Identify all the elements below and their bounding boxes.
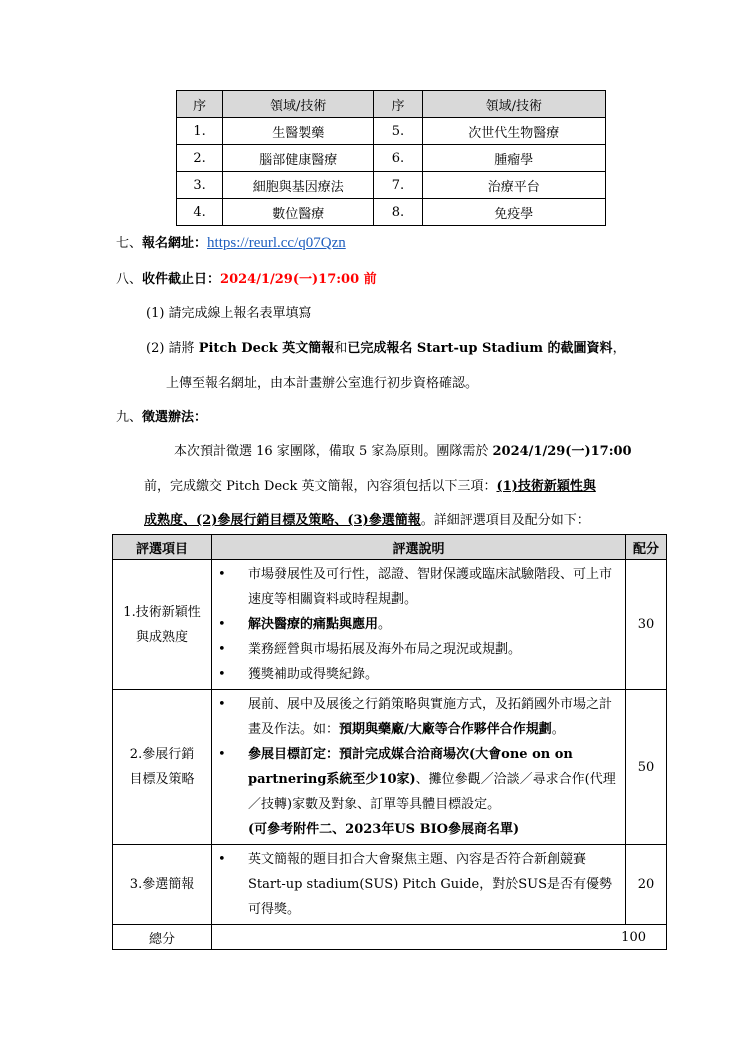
header-cell: 序 bbox=[374, 91, 422, 118]
table-row bbox=[113, 560, 667, 690]
table-cell: 次世代生物醫療 bbox=[422, 118, 605, 145]
scoring-table bbox=[112, 534, 667, 950]
selection-paragraph-line-2: 前，完成繳交 Pitch Deck 英文簡報，內容須包括以下三項：(1)技術新穎性與 bbox=[144, 479, 596, 494]
criteria-item: 1.技術新穎性 與成熟度 bbox=[113, 560, 212, 690]
table-cell: 免疫學 bbox=[422, 199, 605, 226]
table-cell: 3. bbox=[177, 172, 223, 199]
table-cell: 4. bbox=[177, 199, 223, 226]
criteria-description bbox=[212, 690, 626, 845]
table-row bbox=[113, 690, 667, 845]
table-row bbox=[177, 118, 606, 145]
table-cell: 7. bbox=[374, 172, 422, 199]
total-row bbox=[113, 925, 667, 950]
criteria-description bbox=[212, 845, 626, 925]
header-cell: 領域/技術 bbox=[223, 91, 374, 118]
table-cell: 數位醫療 bbox=[223, 199, 374, 226]
criteria-description bbox=[212, 560, 626, 690]
table-cell: 治療平台 bbox=[422, 172, 605, 199]
table-cell: 5. bbox=[374, 118, 422, 145]
section-label: 徵選辦法： bbox=[142, 410, 208, 425]
table-cell: 腫瘤學 bbox=[422, 145, 605, 172]
deadline-item-1: (1) 請完成線上報名表單填寫 bbox=[146, 306, 312, 321]
table-cell: 細胞與基因療法 bbox=[223, 172, 374, 199]
criteria-item: 2.參展行銷 目標及策略 bbox=[113, 690, 212, 845]
total-label: 總分 bbox=[113, 925, 212, 950]
header-cell: 評選項目 bbox=[113, 535, 212, 560]
deadline-item-2: (2) 請將 Pitch Deck 英文簡報和已完成報名 Start-up Stadium 的截圖資料， bbox=[146, 341, 626, 356]
list-item: • 解決醫療的痛點與應用。 bbox=[212, 612, 621, 637]
header-cell: 配分 bbox=[626, 535, 667, 560]
list-item: • 業務經營與市場拓展及海外布局之現況或規劃。 bbox=[212, 637, 621, 662]
table-row bbox=[177, 199, 606, 226]
table-cell: 1. bbox=[177, 118, 223, 145]
table-cell: 6. bbox=[374, 145, 422, 172]
section-prefix: 七、 bbox=[116, 236, 143, 251]
deadline-text: 2024/1/29(一)17:00 前 bbox=[220, 272, 377, 287]
table-cell: 8. bbox=[374, 199, 422, 226]
list-item: • 市場發展性及可行性，認證、智財保護或臨床試驗階段、可上市速度等相關資料或時程規劃。 bbox=[212, 562, 621, 612]
table-cell: 生醫製藥 bbox=[223, 118, 374, 145]
table-row bbox=[177, 145, 606, 172]
list-item: • 英文簡報的題目扣合大會聚焦主題、內容是否符合新創競賽Start-up stadium(SUS) Pitch Guide，對於SUS是否有優勢可得獎。 bbox=[212, 847, 621, 922]
section-label: 收件截止日： bbox=[142, 272, 221, 287]
header-cell: 領域/技術 bbox=[422, 91, 605, 118]
criteria-score: 30 bbox=[626, 560, 667, 690]
reference-note: (可參考附件二、2023年US BIO參展商名單) bbox=[248, 822, 520, 837]
table-cell: 腦部健康醫療 bbox=[223, 145, 374, 172]
criteria-score: 50 bbox=[626, 690, 667, 845]
selection-paragraph-line-1: 本次預計徵選 16 家團隊，備取 5 家為原則。團隊需於 2024/1/29(一)17:00 bbox=[174, 444, 632, 459]
header-cell: 評選說明 bbox=[212, 535, 626, 560]
list-item: • 參展目標訂定：預計完成媒合洽商場次(大會one on on partnering系統至少10家)、攤位參觀／洽談／尋求合作(代理／技轉)家數及對象、訂單等具體目標設定。 (可參考附件二、2023年US BIO參展商名單) bbox=[212, 742, 621, 842]
selection-paragraph-line-3: 成熟度、(2)參展行銷目標及策略、(3)參選簡報。詳細評選項目及配分如下： bbox=[144, 513, 590, 528]
list-item: • 展前、展中及展後之行銷策略與實施方式，及拓銷國外市場之計畫及作法。如：預期與藥廠/大廠等合作夥伴合作規劃。 bbox=[212, 692, 621, 742]
header-cell: 序 bbox=[177, 91, 223, 118]
domain-table-header bbox=[177, 91, 606, 118]
section-deadline bbox=[116, 268, 377, 287]
table-row bbox=[113, 845, 667, 925]
section-prefix: 九、 bbox=[116, 410, 143, 425]
table-row bbox=[177, 172, 606, 199]
criteria-item: 3.參選簡報 bbox=[113, 845, 212, 925]
section-prefix: 八、 bbox=[116, 272, 143, 287]
section-registration-url bbox=[116, 232, 346, 252]
table-cell: 2. bbox=[177, 145, 223, 172]
list-item: • 獲獎補助或得獎紀錄。 bbox=[212, 662, 621, 687]
registration-link[interactable]: https://reurl.cc/q07Qzn bbox=[207, 235, 346, 251]
total-value: 100 bbox=[212, 925, 667, 950]
section-label: 報名網址： bbox=[142, 236, 208, 251]
section-selection-method bbox=[116, 406, 207, 425]
deadline-item-2-cont: 上傳至報名網址，由本計畫辦公室進行初步資格確認。 bbox=[166, 376, 479, 391]
scoring-table-header bbox=[113, 535, 667, 560]
domain-table bbox=[176, 90, 606, 226]
criteria-score: 20 bbox=[626, 845, 667, 925]
